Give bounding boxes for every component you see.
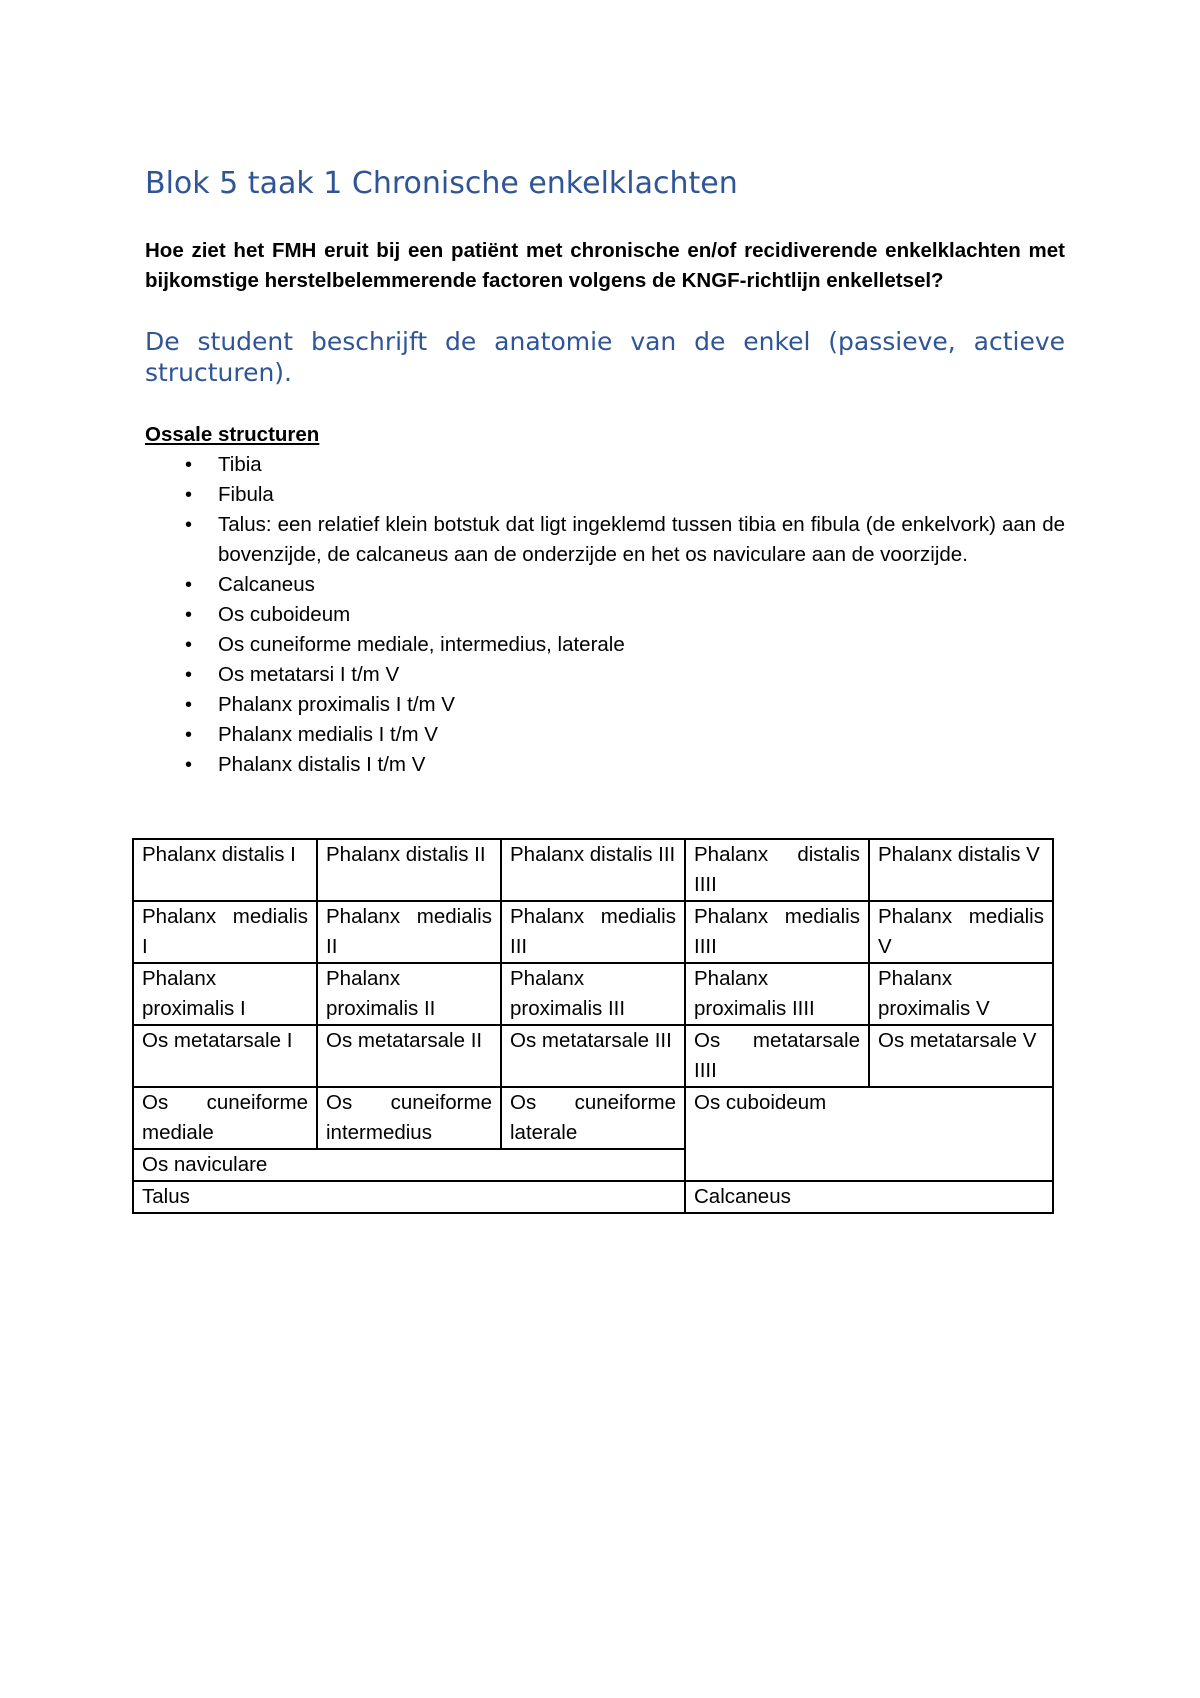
table-cell: Phalanx medialis V (869, 901, 1053, 963)
table-cell: Phalanx medialis I (133, 901, 317, 963)
list-item: • Fibula (145, 480, 1065, 510)
table-cell: Phalanx proximalis I (133, 963, 317, 1025)
table-row (133, 963, 1053, 1025)
table-row (133, 1087, 1053, 1149)
table-cell: Talus (133, 1181, 685, 1213)
section-title: Ossale structuren (145, 423, 320, 446)
bullet-icon: • (185, 604, 193, 626)
bullet-icon: • (185, 454, 193, 476)
table-cell: Os metatarsale I (133, 1025, 317, 1087)
table-cell: Os cuneiforme intermedius (317, 1087, 501, 1149)
table-row (133, 1025, 1053, 1087)
table-row (133, 839, 1053, 901)
bullet-icon: • (185, 754, 193, 776)
table-row (133, 901, 1053, 963)
bone-list (145, 450, 1065, 780)
table-cell: Phalanx distalis III (501, 839, 685, 901)
list-item: • Calcaneus (145, 570, 1065, 600)
table-cell: Phalanx medialis II (317, 901, 501, 963)
table-cell: Os cuneiforme laterale (501, 1087, 685, 1149)
table-cell: Os metatarsale III (501, 1025, 685, 1087)
table-cell: Os cuneiforme mediale (133, 1087, 317, 1149)
table-cell: Phalanx distalis II (317, 839, 501, 901)
bullet-icon: • (185, 484, 193, 506)
table-cell: Os cuboideum (685, 1087, 1053, 1181)
bullet-icon: • (185, 664, 193, 686)
list-item: • Phalanx distalis I t/m V (145, 750, 1065, 780)
table-cell: Os metatarsale II (317, 1025, 501, 1087)
bullet-icon: • (185, 694, 193, 716)
research-question: Hoe ziet het FMH eruit bij een patiënt met chronische en/of recidiverende enkelklachten met bijkomstige herstelbelemmerende factoren volgens de KNGF-richtlijn enkelletsel? (145, 239, 1065, 292)
list-item: • Os cuboideum (145, 600, 1065, 630)
table-cell: Calcaneus (685, 1181, 1053, 1213)
list-item: • Os metatarsi I t/m V (145, 660, 1065, 690)
table-cell: Os naviculare (133, 1149, 685, 1181)
list-item: • Phalanx medialis I t/m V (145, 720, 1065, 750)
table-cell: Phalanx distalis I (133, 839, 317, 901)
table-cell: Phalanx distalis IIII (685, 839, 869, 901)
bullet-icon: • (185, 724, 193, 746)
learning-goal-heading: De student beschrijft de anatomie van de enkel (passieve, actieve structuren). (145, 327, 1065, 387)
table-cell: Phalanx proximalis V (869, 963, 1053, 1025)
table-cell: Phalanx distalis V (869, 839, 1053, 901)
table-cell: Phalanx proximalis IIII (685, 963, 869, 1025)
table-cell: Os metatarsale V (869, 1025, 1053, 1087)
list-item: • Phalanx proximalis I t/m V (145, 690, 1065, 720)
list-item: • Os cuneiforme mediale, intermedius, laterale (145, 630, 1065, 660)
table-cell: Phalanx medialis III (501, 901, 685, 963)
table-cell: Os metatarsale IIII (685, 1025, 869, 1087)
bullet-icon: • (185, 634, 193, 656)
foot-bones-table (132, 838, 1054, 1214)
list-item: • Tibia (145, 450, 1065, 480)
bullet-icon: • (185, 514, 193, 536)
table-cell: Phalanx medialis IIII (685, 901, 869, 963)
table-cell: Phalanx proximalis III (501, 963, 685, 1025)
table-cell: Phalanx proximalis II (317, 963, 501, 1025)
list-item: • Talus: een relatief klein botstuk dat ligt ingeklemd tussen tibia en fibula (de enkelvork) aan de bovenzijde, de calcaneus aan de onderzijde en het os naviculare aan de voorzijde. (145, 510, 1065, 570)
table-row (133, 1181, 1053, 1213)
bullet-icon: • (185, 574, 193, 596)
document-title: Blok 5 taak 1 Chronische enkelklachten (145, 166, 738, 201)
